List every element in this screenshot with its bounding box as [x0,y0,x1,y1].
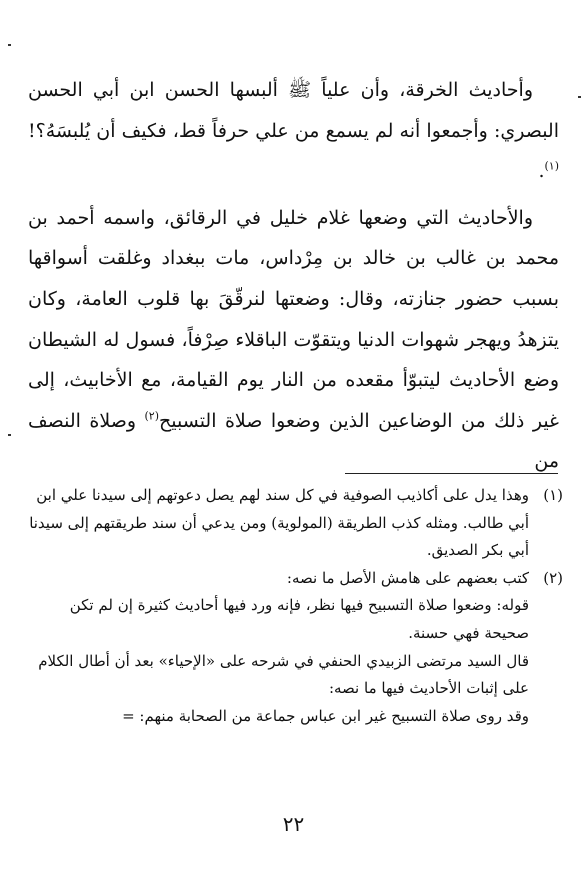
footnote-2-number: (٢) [543,568,563,587]
scan-speck [8,44,11,46]
paragraph-2 [28,198,559,482]
paragraph-2-tail: وصلاة النصف من [28,409,559,473]
footnote-separator [345,473,558,474]
footnotes [26,482,563,730]
footnote-2-quote-2: قال السيد مرتضى الزبيدي الحنفي في شرحه على «الإحياء» بعد أن أطال الكلام على إثبات الأحاديث فيها ما نصه: [38,651,529,698]
period: . [538,160,545,183]
footnote-ref-1[interactable]: (١) [544,159,559,173]
footnote-1 [26,482,563,565]
paragraph-2-text: والأحاديث التي وضعها غلام خليل في الرقائق، واسمه أحمد بن محمد بن غالب بن خالد بن مِرْداس، مات ببغداد وغلقت أسواقها بسبب حضور جنازته، وقال: وضعتها لنرقّقَ بها قلوب العامة، وكان يتزهدُ ويهجر شهوات الدنيا ويتقوّت الباقلاء صِرْفاً، فسول له الشيطان وضع الأحاديث ليتبوّأ مقعده من النار يوم القيامة، مع الأخابيث، إلى غير ذلك من الوضاعين الذين وضعوا صلاة التسبيح [28,206,559,432]
footnote-2-quote-3: وقد روى صلاة التسبيح غير ابن عباس جماعة من الصحابة منهم: = [122,706,529,725]
footnote-1-text: وهذا يدل على أكاذيب الصوفية في كل سند لهم يصل دعوتهم إلى سيدنا علي ابن أبي طالب. ومثله كذب الطريقة (المولوية) ومن يدعي أن سند طريقتهم إلى سيدنا أبي بكر الصديق. [29,486,529,560]
main-text [28,70,559,482]
footnote-1-number: (١) [543,486,563,504]
paragraph-1-text: وأحاديث الخرقة، وأن علياً ﷺ ألبسها الحسن ابن أبي الحسن البصري: وأجمعوا أنه لم يسمع من علي حرفاً قط، فكيف أن يُلبسَهُ؟! [28,79,559,142]
scan-speck [8,434,11,436]
footnote-2-text: كتب بعضهم على هامش الأصل ما نصه: [286,568,529,587]
scan-speck [578,96,581,98]
footnote-ref-2[interactable]: (٢) [144,409,160,423]
footnote-2 [26,565,563,593]
page-number: ٢٢ [282,812,305,836]
footnote-2-quote-1: قوله: وضعوا صلاة التسبيح فيها نظر، فإنه ورد فيها أحاديث كثيرة إن لم تكن صحيحة فهي حسنة. [69,596,529,642]
paragraph-1 [28,70,559,192]
